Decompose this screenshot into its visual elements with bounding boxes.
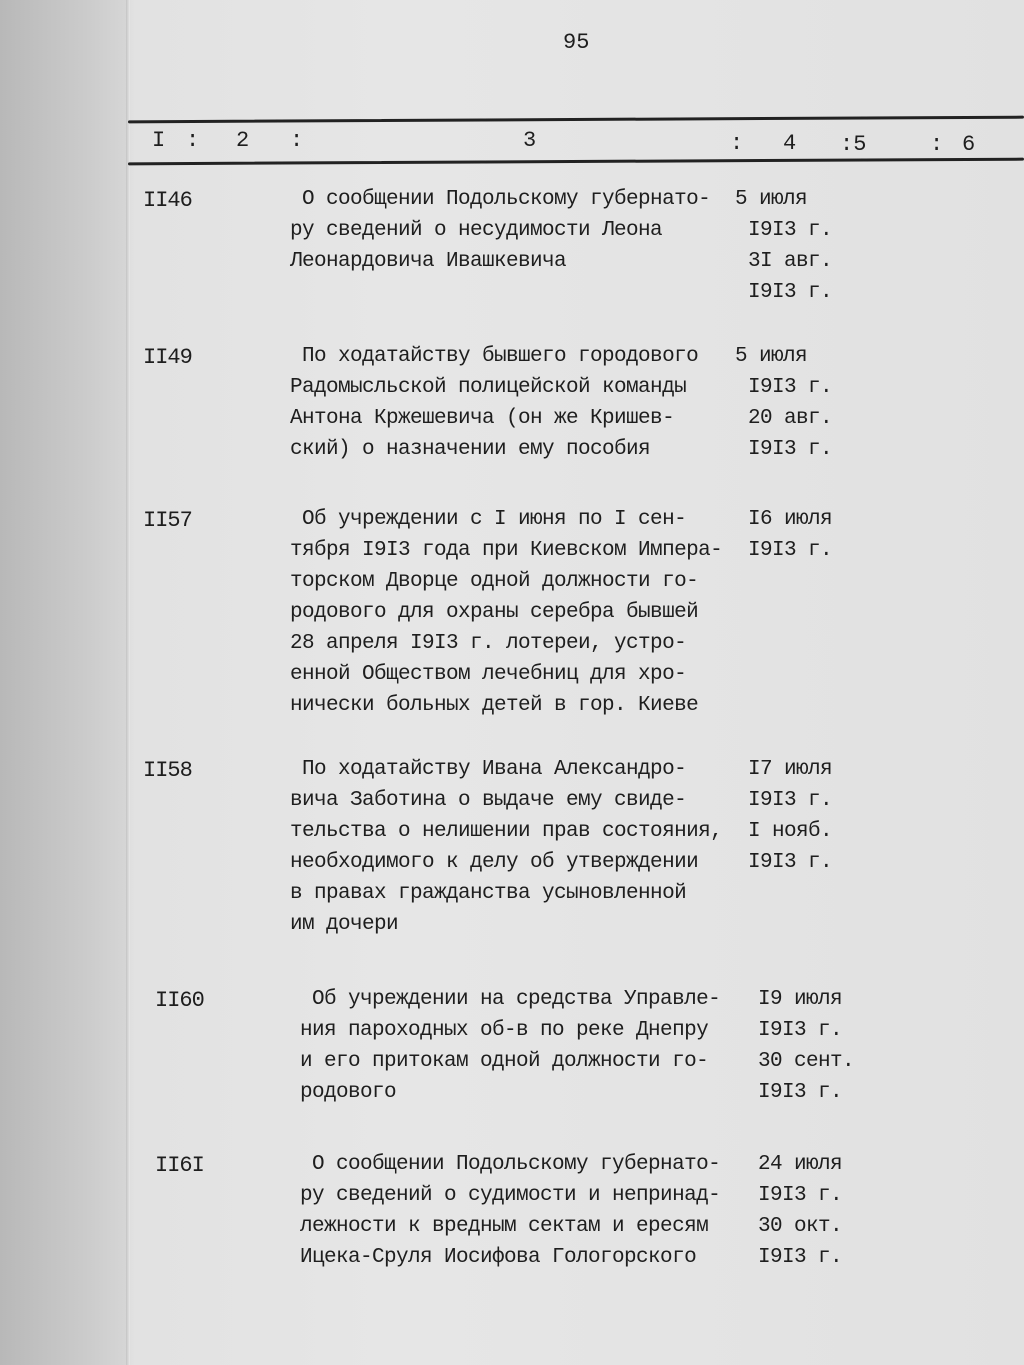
col-3: 3	[523, 128, 537, 153]
col-5: :5	[840, 132, 867, 157]
sep: :	[186, 128, 200, 153]
entry-description-line: родового для охраны серебра бывшей	[290, 601, 699, 624]
entry-number: II60	[155, 988, 204, 1013]
entry-description-line: Об учреждении на средства Управле-	[300, 988, 721, 1011]
entry-description-line: ский) о назначении ему пособия	[290, 438, 651, 461]
entry-description-line: в правах гражданства усыновленной	[290, 882, 687, 905]
entry-date-line: I6 июля	[748, 508, 833, 531]
entry-description-line: ру сведений о несудимости Леона	[290, 219, 663, 242]
entry-description-line: вича Заботина о выдаче ему свиде-	[290, 789, 687, 812]
entry-description-line: нически больных детей в гор. Киеве	[290, 694, 699, 717]
entry-date-line: I9I3 г.	[748, 789, 833, 812]
entry-date-line: I9I3 г.	[748, 539, 833, 562]
entry-date-line: I9I3 г.	[748, 851, 833, 874]
entry-description-line: Леонардовича Ивашкевича	[290, 250, 567, 273]
entry-date-line: 30 сент.	[758, 1050, 855, 1073]
entry-date-line: I9I3 г.	[758, 1081, 843, 1104]
entry-description-line: родового	[300, 1081, 397, 1104]
entry-description-line: лежности к вредным сектам и ересям	[300, 1215, 709, 1238]
entry-date-line: I9I3 г.	[758, 1184, 843, 1207]
sep: :	[930, 132, 944, 157]
entry-number: II57	[143, 508, 192, 533]
col-2: 2	[236, 128, 250, 153]
entry-date-line: I9I3 г.	[748, 281, 833, 304]
entry-date-line: 3I авг.	[748, 250, 833, 273]
entry-number: II49	[143, 345, 192, 370]
col-4: 4	[783, 131, 797, 156]
entry-date-line: I9I3 г.	[748, 438, 833, 461]
page-number: 95	[563, 30, 590, 55]
entry-description-line: По ходатайству бывшего городового	[290, 345, 699, 368]
entry-description-line: По ходатайству Ивана Александро-	[290, 758, 687, 781]
entry-date-line: I9I3 г.	[748, 376, 833, 399]
entry-date-line: 5 июля	[735, 188, 808, 211]
header-bottom-rule	[128, 158, 1024, 166]
entry-number: II46	[143, 188, 192, 213]
col-1: I	[152, 128, 166, 153]
entry-date-line: 20 авг.	[748, 407, 833, 430]
entry-description-line: и его притокам одной должности го-	[300, 1050, 709, 1073]
previous-page-edge	[0, 0, 128, 1365]
entry-date-line: I нояб.	[748, 820, 833, 843]
header-top-rule	[128, 116, 1024, 124]
entry-description-line: 28 апреля I9I3 г. лотереи, устро-	[290, 632, 687, 655]
entry-number: II6I	[155, 1153, 204, 1178]
entry-number: II58	[143, 758, 192, 783]
entry-description-line: енной Обществом лечебниц для хро-	[290, 663, 687, 686]
entry-date-line: 30 окт.	[758, 1215, 843, 1238]
entry-date-line: I9 июля	[758, 988, 843, 1011]
entry-description-line: им дочери	[290, 913, 399, 936]
entry-description-line: торском Дворце одной должности го-	[290, 570, 699, 593]
entry-description-line: Ицека-Сруля Иосифова Гологорского	[300, 1246, 697, 1269]
sep: :	[730, 131, 744, 156]
entry-date-line: I9I3 г.	[758, 1246, 843, 1269]
entry-description-line: О сообщении Подольскому губернато-	[300, 1153, 721, 1176]
page-fold	[126, 0, 130, 1365]
entry-description-line: О сообщении Подольскому губернато-	[290, 188, 711, 211]
entry-date-line: 5 июля	[735, 345, 808, 368]
entry-description-line: ру сведений о судимости и непринад-	[300, 1184, 721, 1207]
entry-date-line: I7 июля	[748, 758, 833, 781]
entry-description-line: Антона Кржешевича (он же Кришев-	[290, 407, 675, 430]
entry-date-line: 24 июля	[758, 1153, 843, 1176]
entry-description-line: Радомысльской полицейской команды	[290, 376, 687, 399]
sep: :	[290, 128, 304, 153]
entry-date-line: I9I3 г.	[748, 219, 833, 242]
entry-description-line: тельства о нелишении прав состояния,	[290, 820, 723, 843]
entry-date-line: I9I3 г.	[758, 1019, 843, 1042]
entry-description-line: Об учреждении с I июня по I сен-	[290, 508, 687, 531]
col-6: 6	[962, 132, 976, 157]
entry-description-line: необходимого к делу об утверждении	[290, 851, 699, 874]
entry-description-line: тября I9I3 года при Киевском Импера-	[290, 539, 723, 562]
entry-description-line: ния пароходных об-в по реке Днепру	[300, 1019, 709, 1042]
